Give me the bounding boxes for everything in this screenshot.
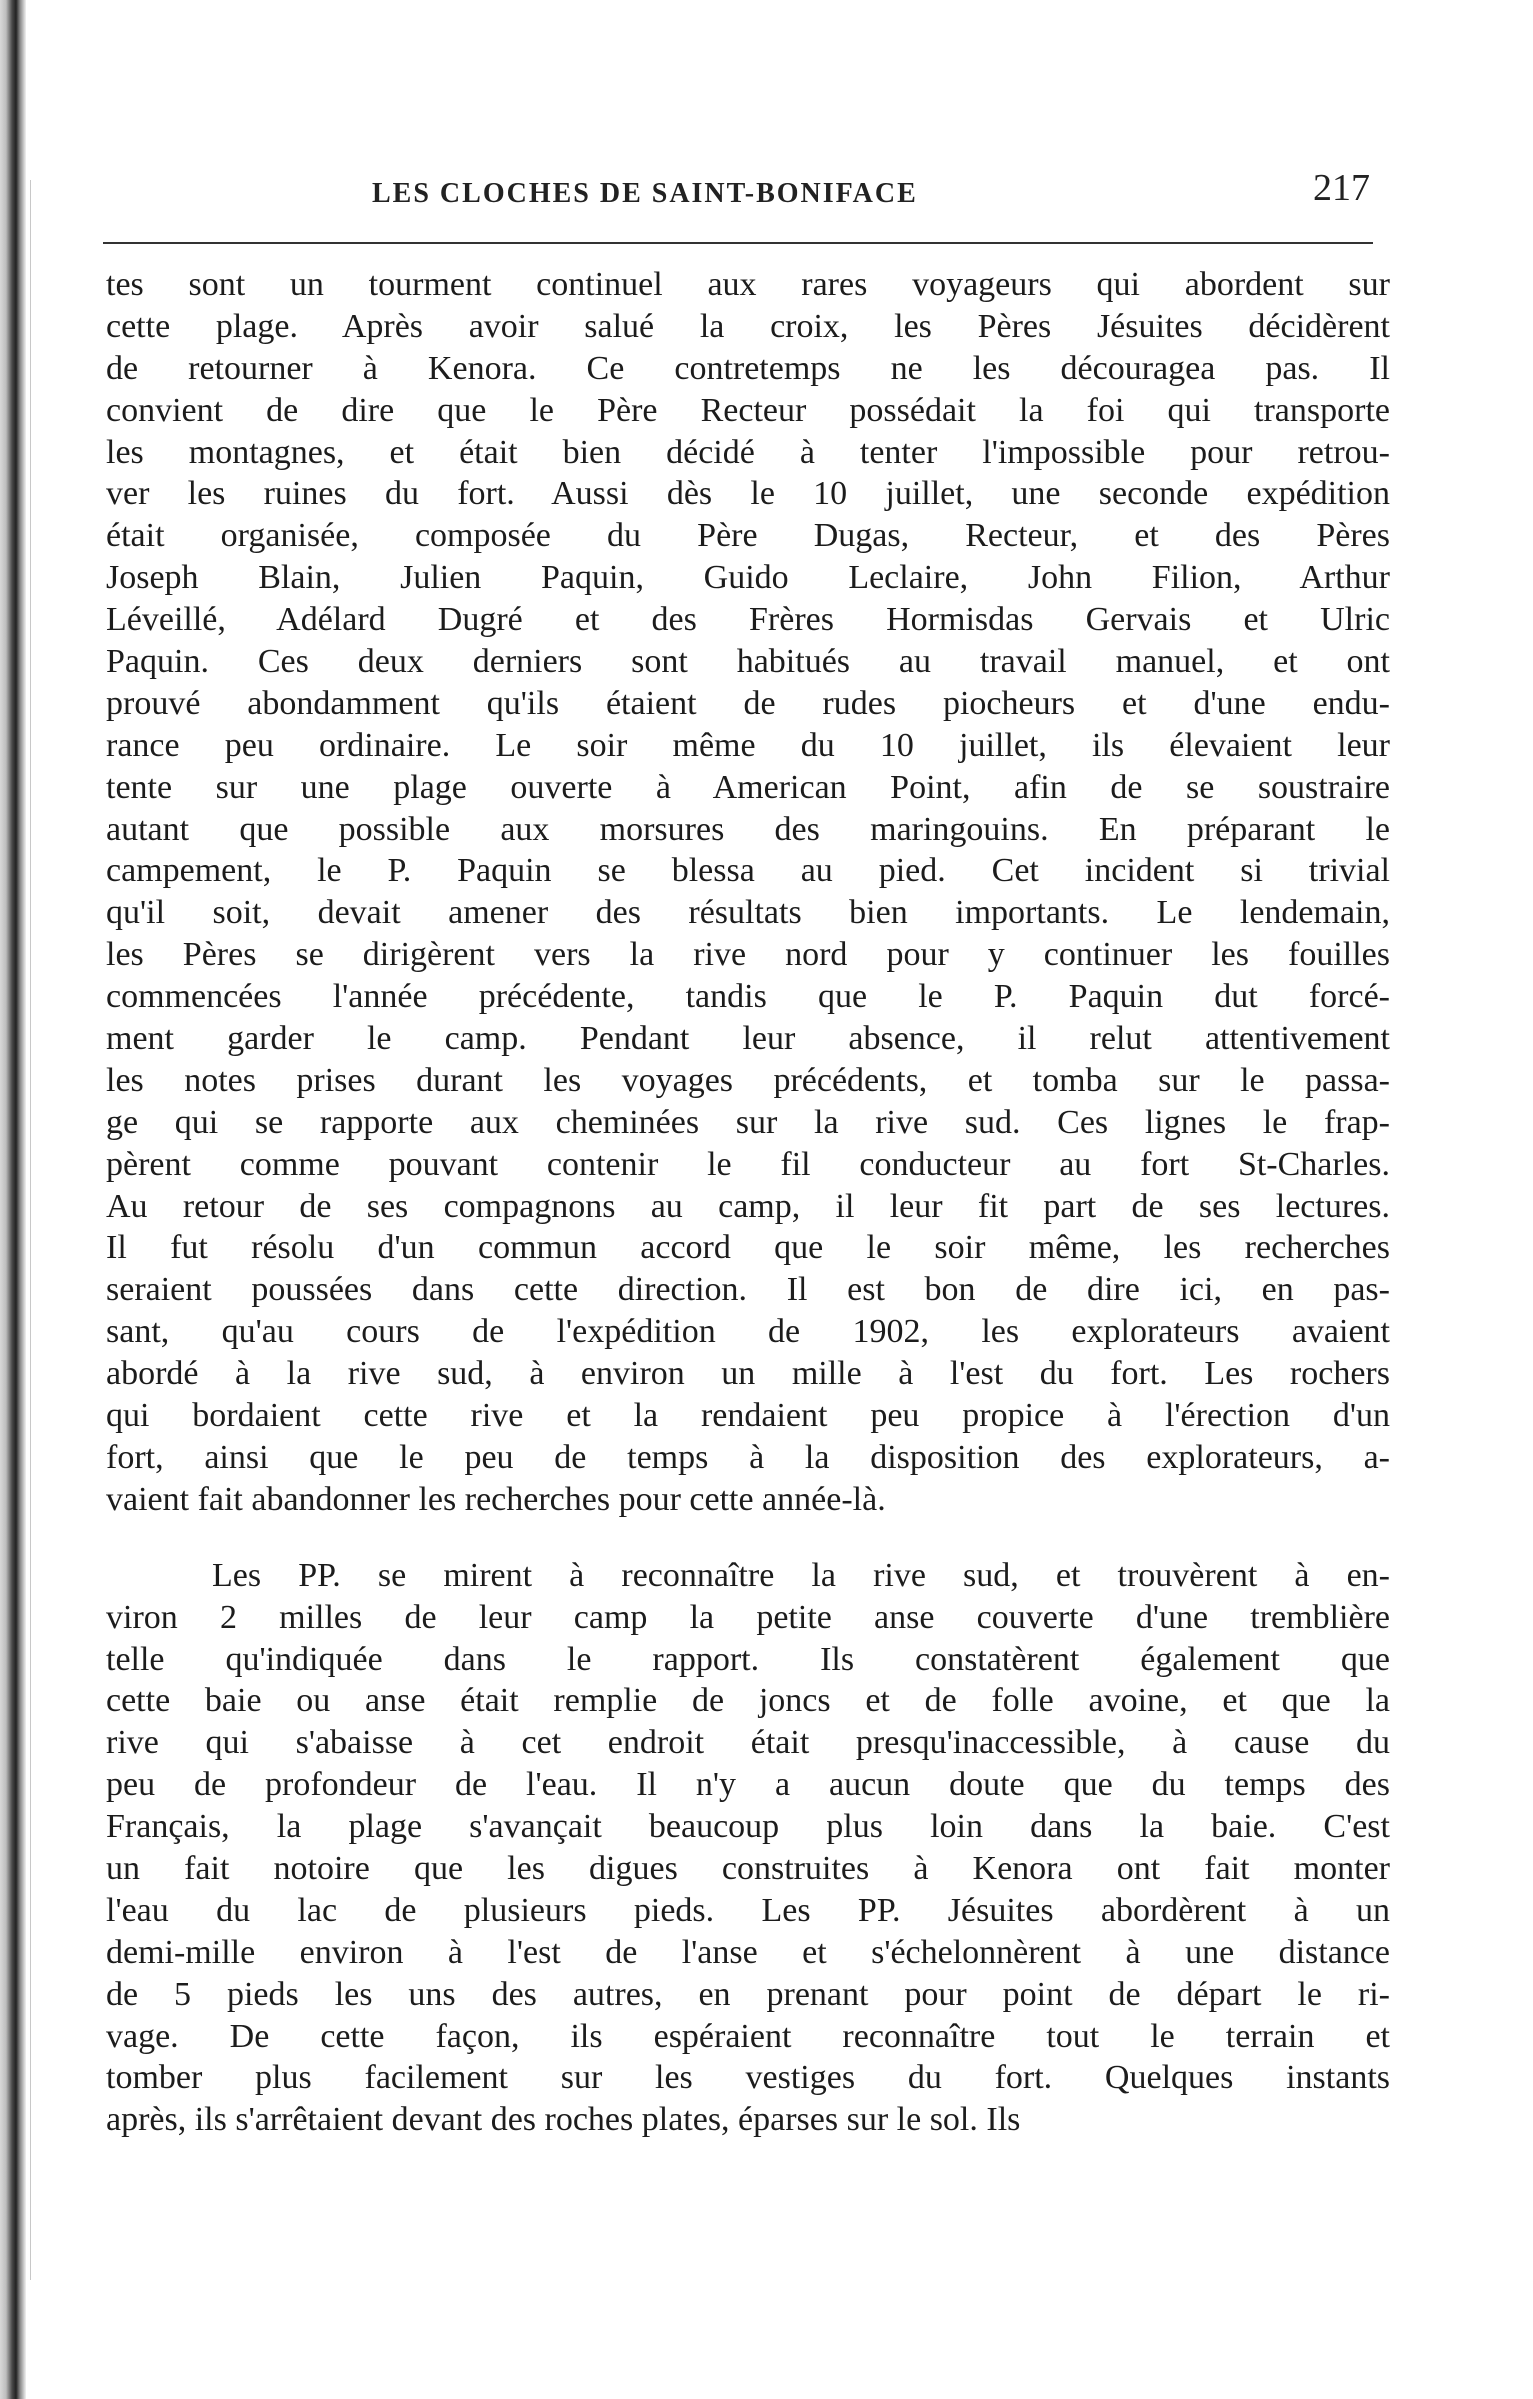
text-line: campement, le P. Paquin se blessa au pied. Cet incident si trivial	[106, 852, 1390, 890]
book-spine-edge	[0, 0, 26, 2399]
text-line: pèrent comme pouvant contenir le fil conducteur au fort St-Charles.	[106, 1145, 1390, 1183]
text-line: qui bordaient cette rive et la rendaient peu propice à l'érection d'un	[106, 1397, 1390, 1435]
text-line: qu'il soit, devait amener des résultats bien importants. Le lendemain,	[106, 894, 1390, 932]
text-line: commencées l'année précédente, tandis que le P. Paquin dut forcé-	[106, 978, 1390, 1016]
text-line: viron 2 milles de leur camp la petite anse couverte d'une tremblière	[106, 1598, 1390, 1636]
text-line: tes sont un tourment continuel aux rares voyageurs qui abordent sur	[106, 266, 1390, 303]
text-line: Paquin. Ces deux derniers sont habitués au travail manuel, et ont	[106, 643, 1390, 681]
text-line: de retourner à Kenora. Ce contretemps ne les découragea pas. Il	[106, 349, 1390, 387]
page-number: 217	[1313, 167, 1370, 209]
text-line: de 5 pieds les uns des autres, en prenant pour point de départ le ri-	[106, 1975, 1390, 2013]
text-line: telle qu'indiquée dans le rapport. Ils constatèrent également que	[106, 1640, 1390, 1678]
gutter-shadow	[30, 180, 31, 2280]
text-line: abordé à la rive sud, à environ un mille à l'est du fort. Les rochers	[106, 1355, 1390, 1393]
running-title: LES CLOCHES DE SAINT-BONIFACE	[372, 178, 918, 209]
text-line: ment garder le camp. Pendant leur absence, il relut attentivement	[106, 1020, 1390, 1058]
text-line: sant, qu'au cours de l'expédition de 1902, les explorateurs avaient	[106, 1313, 1390, 1351]
text-line: cette baie ou anse était remplie de joncs et de folle avoine, et que la	[106, 1682, 1390, 1720]
page-header	[100, 166, 1370, 220]
text-line: prouvé abondamment qu'ils étaient de rudes piocheurs et d'une endu-	[106, 684, 1390, 722]
text-line: convient de dire que le Père Recteur possédait la foi qui transporte	[106, 391, 1390, 429]
text-line: fort, ainsi que le peu de temps à la disposition des explorateurs, a-	[106, 1438, 1390, 1476]
page-body	[106, 264, 1390, 2141]
text-line: après, ils s'arrêtaient devant des roches plates, éparses sur le sol. Ils	[106, 2101, 1021, 2139]
text-line: demi-mille environ à l'est de l'anse et s'échelonnèrent à une distance	[106, 1933, 1390, 1971]
text-line: ver les ruines du fort. Aussi dès le 10 juillet, une seconde expédition	[106, 475, 1390, 513]
text-line: Les PP. se mirent à reconnaître la rive sud, et trouvèrent à en-	[212, 1556, 1390, 1594]
text-line: cette plage. Après avoir salué la croix, les Pères Jésuites décidèrent	[106, 307, 1390, 345]
text-line: vage. De cette façon, ils espéraient reconnaître tout le terrain et	[106, 2017, 1390, 2055]
text-line: peu de profondeur de l'eau. Il n'y a aucun doute que du temps des	[106, 1766, 1390, 1804]
paragraph-2	[106, 1555, 1390, 2141]
text-line: les Pères se dirigèrent vers la rive nord pour y continuer les fouilles	[106, 936, 1390, 974]
text-line: tomber plus facilement sur les vestiges du fort. Quelques instants	[106, 2059, 1390, 2097]
text-line: l'eau du lac de plusieurs pieds. Les PP. Jésuites abordèrent à un	[106, 1891, 1390, 1929]
text-line: les montagnes, et était bien décidé à tenter l'impossible pour retrou-	[106, 433, 1390, 471]
text-line: tente sur une plage ouverte à American Point, afin de se soustraire	[106, 768, 1390, 806]
text-line: un fait notoire que les digues construites à Kenora ont fait monter	[106, 1849, 1390, 1887]
text-line: Français, la plage s'avançait beaucoup plus loin dans la baie. C'est	[106, 1808, 1390, 1846]
text-line: seraient poussées dans cette direction. Il est bon de dire ici, en pas-	[106, 1271, 1390, 1309]
text-line: Joseph Blain, Julien Paquin, Guido Leclaire, John Filion, Arthur	[106, 559, 1390, 597]
text-line: Il fut résolu d'un commun accord que le soir même, les recherches	[106, 1229, 1390, 1267]
text-line: vaient fait abandonner les recherches pour cette année-là.	[106, 1480, 886, 1518]
text-line: rance peu ordinaire. Le soir même du 10 juillet, ils élevaient leur	[106, 726, 1390, 764]
text-line: ge qui se rapporte aux cheminées sur la rive sud. Ces lignes le frap-	[106, 1103, 1390, 1141]
text-line: Léveillé, Adélard Dugré et des Frères Hormisdas Gervais et Ulric	[106, 601, 1390, 639]
text-line: les notes prises durant les voyages précédents, et tomba sur le passa-	[106, 1061, 1390, 1099]
text-line: autant que possible aux morsures des maringouins. En préparant le	[106, 810, 1390, 848]
header-rule	[103, 242, 1373, 244]
text-line: était organisée, composée du Père Dugas, Recteur, et des Pères	[106, 517, 1390, 555]
paragraph-1	[106, 264, 1390, 1521]
text-line: Au retour de ses compagnons au camp, il leur fit part de ses lectures.	[106, 1187, 1390, 1225]
text-line: rive qui s'abaisse à cet endroit était presqu'inaccessible, à cause du	[106, 1724, 1390, 1762]
